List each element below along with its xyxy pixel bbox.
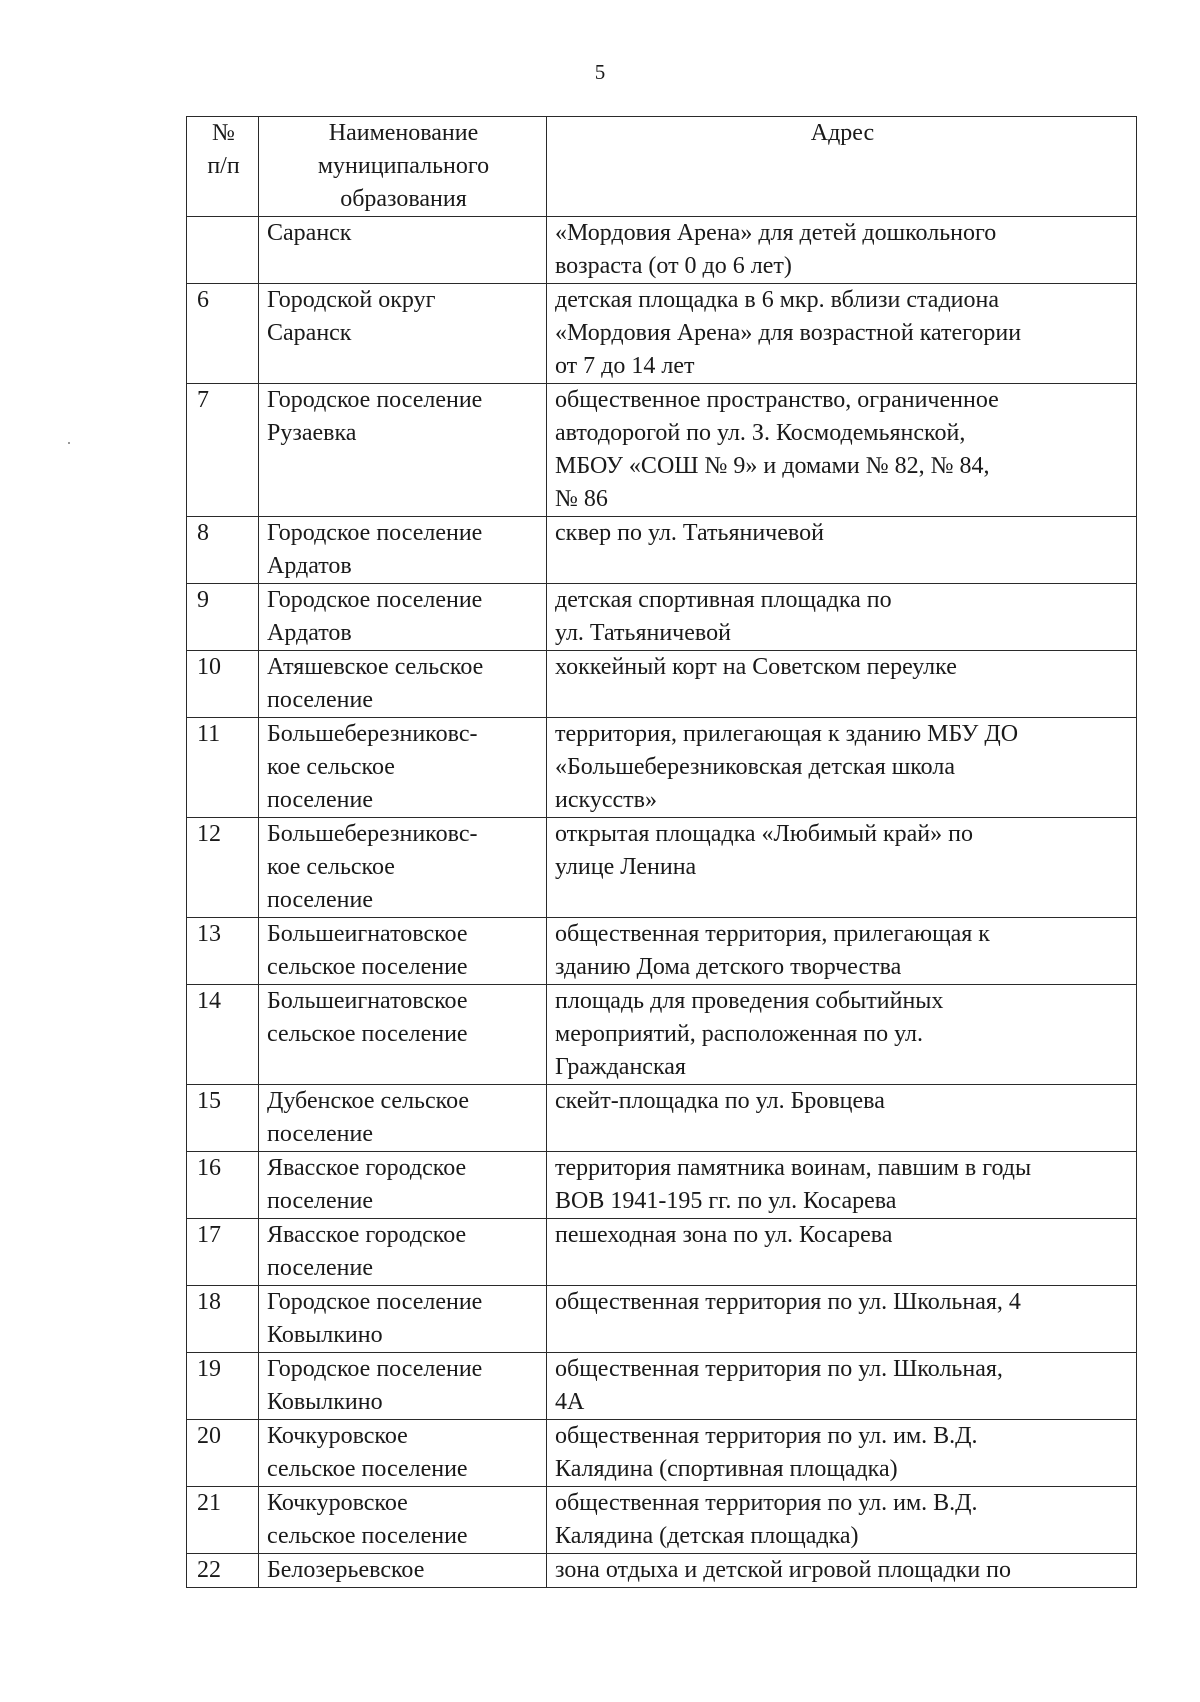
row-number bbox=[187, 217, 259, 284]
table-row bbox=[187, 651, 1137, 718]
table-row bbox=[187, 217, 1137, 284]
address-cell: открытая площадка «Любимый край» по улице Ленина bbox=[547, 818, 1137, 918]
row-number: 8 bbox=[187, 517, 259, 584]
municipality-name: Городское поселение Ковылкино bbox=[259, 1286, 547, 1353]
address-cell: хоккейный корт на Советском переулке bbox=[547, 651, 1137, 718]
municipality-name: Дубенское сельское поселение bbox=[259, 1085, 547, 1152]
table-row bbox=[187, 1353, 1137, 1420]
row-number: 21 bbox=[187, 1487, 259, 1554]
table-row bbox=[187, 1487, 1137, 1554]
municipality-name: Белозерьевское bbox=[259, 1554, 547, 1588]
municipality-name: Явасское городское поселение bbox=[259, 1219, 547, 1286]
municipality-name: Городское поселение Ковылкино bbox=[259, 1353, 547, 1420]
table-row bbox=[187, 1554, 1137, 1588]
municipality-name: Саранск bbox=[259, 217, 547, 284]
municipality-name: Большеигнатовское сельское поселение bbox=[259, 918, 547, 985]
address-cell: общественная территория по ул. им. В.Д. Калядина (спортивная площадка) bbox=[547, 1420, 1137, 1487]
municipality-name: Кочкуровское сельское поселение bbox=[259, 1420, 547, 1487]
municipality-name: Городское поселение Рузаевка bbox=[259, 384, 547, 517]
row-number: 10 bbox=[187, 651, 259, 718]
table-row bbox=[187, 284, 1137, 384]
address-cell: территория памятника воинам, павшим в годы ВОВ 1941-195 гг. по ул. Косарева bbox=[547, 1152, 1137, 1219]
address-cell: «Мордовия Арена» для детей дошкольного возраста (от 0 до 6 лет) bbox=[547, 217, 1137, 284]
table-row bbox=[187, 384, 1137, 517]
municipality-name: Явасское городское поселение bbox=[259, 1152, 547, 1219]
address-cell: детская спортивная площадка по ул. Татьяничевой bbox=[547, 584, 1137, 651]
row-number: 14 bbox=[187, 985, 259, 1085]
page-number: 5 bbox=[594, 60, 606, 84]
table-row bbox=[187, 584, 1137, 651]
row-number: 16 bbox=[187, 1152, 259, 1219]
municipality-name: Большеберезниковс- кое сельское поселение bbox=[259, 818, 547, 918]
address-cell: скейт-площадка по ул. Бровцева bbox=[547, 1085, 1137, 1152]
row-number: 15 bbox=[187, 1085, 259, 1152]
header-municipality: Наименование муниципального образования bbox=[259, 117, 547, 217]
row-number: 20 bbox=[187, 1420, 259, 1487]
row-number: 9 bbox=[187, 584, 259, 651]
table-row bbox=[187, 1286, 1137, 1353]
municipal-table bbox=[186, 116, 1137, 1588]
table-row bbox=[187, 1085, 1137, 1152]
address-cell: общественная территория, прилегающая к зданию Дома детского творчества bbox=[547, 918, 1137, 985]
table-row bbox=[187, 1219, 1137, 1286]
table-row bbox=[187, 517, 1137, 584]
address-cell: общественная территория по ул. Школьная, 4 bbox=[547, 1286, 1137, 1353]
table-row bbox=[187, 718, 1137, 818]
address-cell: площадь для проведения событийных мероприятий, расположенная по ул. Гражданская bbox=[547, 985, 1137, 1085]
address-cell: сквер по ул. Татьяничевой bbox=[547, 517, 1137, 584]
address-cell: пешеходная зона по ул. Косарева bbox=[547, 1219, 1137, 1286]
address-cell: общественное пространство, ограниченное автодорогой по ул. З. Космодемьянской, МБОУ «СОШ № 9» и домами № 82, № 84, № 86 bbox=[547, 384, 1137, 517]
address-cell: детская площадка в 6 мкр. вблизи стадиона «Мордовия Арена» для возрастной категории от 7 до 14 лет bbox=[547, 284, 1137, 384]
row-number: 18 bbox=[187, 1286, 259, 1353]
municipality-name: Городское поселение Ардатов bbox=[259, 584, 547, 651]
row-number: 11 bbox=[187, 718, 259, 818]
row-number: 12 bbox=[187, 818, 259, 918]
table-row bbox=[187, 918, 1137, 985]
municipality-name: Городское поселение Ардатов bbox=[259, 517, 547, 584]
municipality-name: Большеберезниковс- кое сельское поселение bbox=[259, 718, 547, 818]
table-body bbox=[187, 217, 1137, 1588]
table-row bbox=[187, 1420, 1137, 1487]
row-number: 13 bbox=[187, 918, 259, 985]
row-number: 22 bbox=[187, 1554, 259, 1588]
header-address: Адрес bbox=[547, 117, 1137, 217]
table-row bbox=[187, 985, 1137, 1085]
address-cell: общественная территория по ул. им. В.Д. Калядина (детская площадка) bbox=[547, 1487, 1137, 1554]
municipality-name: Кочкуровское сельское поселение bbox=[259, 1487, 547, 1554]
municipality-name: Атяшевское сельское поселение bbox=[259, 651, 547, 718]
table-row bbox=[187, 1152, 1137, 1219]
address-cell: территория, прилегающая к зданию МБУ ДО «Большеберезниковская детская школа искусств» bbox=[547, 718, 1137, 818]
address-cell: общественная территория по ул. Школьная, 4А bbox=[547, 1353, 1137, 1420]
municipality-name: Большеигнатовское сельское поселение bbox=[259, 985, 547, 1085]
row-number: 6 bbox=[187, 284, 259, 384]
table-row bbox=[187, 818, 1137, 918]
address-cell: зона отдыха и детской игровой площадки по bbox=[547, 1554, 1137, 1588]
row-number: 17 bbox=[187, 1219, 259, 1286]
header-number: № п/п bbox=[187, 117, 259, 217]
row-number: 19 bbox=[187, 1353, 259, 1420]
table-header-row bbox=[187, 117, 1137, 217]
municipality-name: Городской округ Саранск bbox=[259, 284, 547, 384]
scan-speck bbox=[68, 442, 70, 444]
row-number: 7 bbox=[187, 384, 259, 517]
